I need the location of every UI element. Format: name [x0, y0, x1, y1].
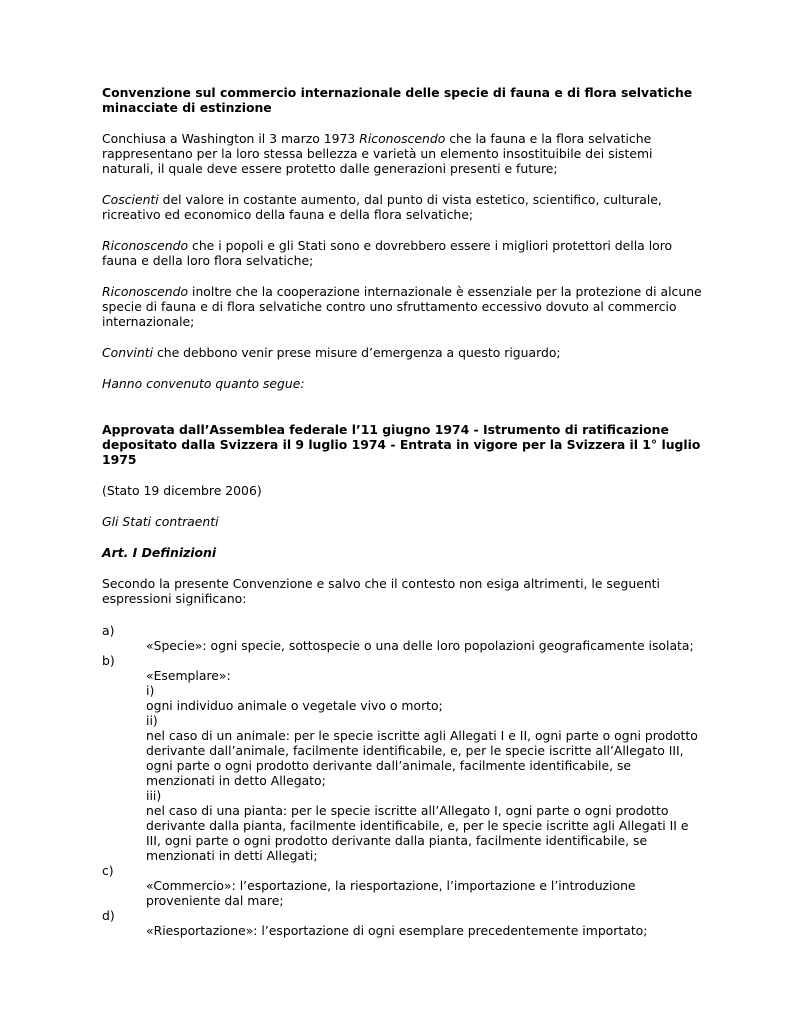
preamble-paragraph-1 [102, 131, 702, 176]
preamble-p5-rest: che debbono venir prese misure d’emergenza a questo riguardo; [153, 345, 561, 360]
status-date: (Stato 19 dicembre 2006) [102, 483, 262, 498]
preamble-paragraph-3 [102, 238, 702, 268]
preamble-p5-italic: Convinti [102, 345, 154, 360]
preamble-p1-rest: che la fauna e la flora selvatiche rappresentano per la loro stessa bellezza e varietà un elemento insostituibile dei sistemi naturali, il quale deve essere protetto dalle generazioni presenti e future; [102, 131, 653, 176]
contracting-states: Gli Stati contraenti [102, 514, 219, 529]
definition-b-i-label: i) [146, 683, 155, 698]
definition-letter-a: a) [102, 623, 115, 638]
preamble-p2-italic: Coscienti [102, 192, 159, 207]
definitions-list [102, 623, 702, 938]
article-intro: Secondo la presente Convenzione e salvo che il contesto non esiga altrimenti, le seguenti espressioni significano: [102, 576, 660, 606]
preamble-p4-italic: Riconoscendo [102, 284, 189, 299]
document-title: Convenzione sul commercio internazionale delle specie di fauna e di flora selvatiche minacciate di estinzione [102, 85, 693, 115]
preamble-paragraph-2 [102, 192, 702, 222]
preamble-p1-prefix: Conchiusa a Washington il 3 marzo 1973 [102, 131, 360, 146]
article-heading: Art. I Definizioni [102, 545, 217, 560]
definition-letter-b: b) [102, 653, 115, 668]
preamble-p3-italic: Riconoscendo [102, 238, 189, 253]
definition-b-iii-label: iii) [146, 788, 162, 803]
preamble-paragraph-4 [102, 284, 702, 329]
approval-notice: Approvata dall’Assemblea federale l’11 giugno 1974 - Istrumento di ratificazione depositato dalla Svizzera il 9 luglio 1974 - Entrata in vigore per la Svizzera il 1° luglio 1975 [102, 422, 701, 467]
definition-b-ii-text: nel caso di un animale: per le specie iscritte agli Allegati I e II, ogni parte o ogni prodotto derivante dall’animale, facilmente identificabile, e, per le specie iscritte all’Allegato III, ogni parte o ogni prodotto derivante dall’animale, facilmente identificabile, se menzionati in detto Allegato; [146, 728, 698, 788]
definition-text-a: «Specie»: ogni specie, sottospecie o una delle loro popolazioni geograficamente isolata; [146, 638, 694, 653]
definition-text-c: «Commercio»: l’esportazione, la riesportazione, l’importazione e l’introduzione proveniente dal mare; [146, 878, 636, 908]
preamble-p2-rest: del valore in costante aumento, dal punto di vista estetico, scientifico, culturale, ricreativo ed economico della fauna e della flora selvatiche; [102, 192, 662, 222]
definition-text-b: «Esemplare»: [146, 668, 231, 683]
definition-text-d: «Riesportazione»: l’esportazione di ogni esemplare precedentemente importato; [146, 923, 648, 938]
definition-b-i-text: ogni individuo animale o vegetale vivo o morto; [146, 698, 443, 713]
preamble-p1-italic: Riconoscendo [359, 131, 446, 146]
definition-b-iii-text: nel caso di una pianta: per le specie iscritte all’Allegato I, ogni parte o ogni prodotto derivante dalla pianta, facilmente identificabile, e, per le specie iscritte agli Allegati II e III, ogni parte o ogni prodotto derivante dalla pianta, facilmente identificabile, se menzionati in detti Allegati; [146, 803, 689, 863]
definition-letter-d: d) [102, 908, 115, 923]
preamble-closing: Hanno convenuto quanto segue: [102, 376, 305, 391]
document-page [102, 85, 702, 938]
preamble-paragraph-5 [102, 345, 702, 360]
preamble-p4-rest: inoltre che la cooperazione internazionale è essenziale per la protezione di alcune specie di fauna e di flora selvatiche contro uno sfruttamento eccessivo dovuto al commercio internazionale; [102, 284, 702, 329]
definition-letter-c: c) [102, 863, 114, 878]
definition-b-ii-label: ii) [146, 713, 158, 728]
preamble-p3-rest: che i popoli e gli Stati sono e dovrebbero essere i migliori protettori della loro fauna e della loro flora selvatiche; [102, 238, 673, 268]
